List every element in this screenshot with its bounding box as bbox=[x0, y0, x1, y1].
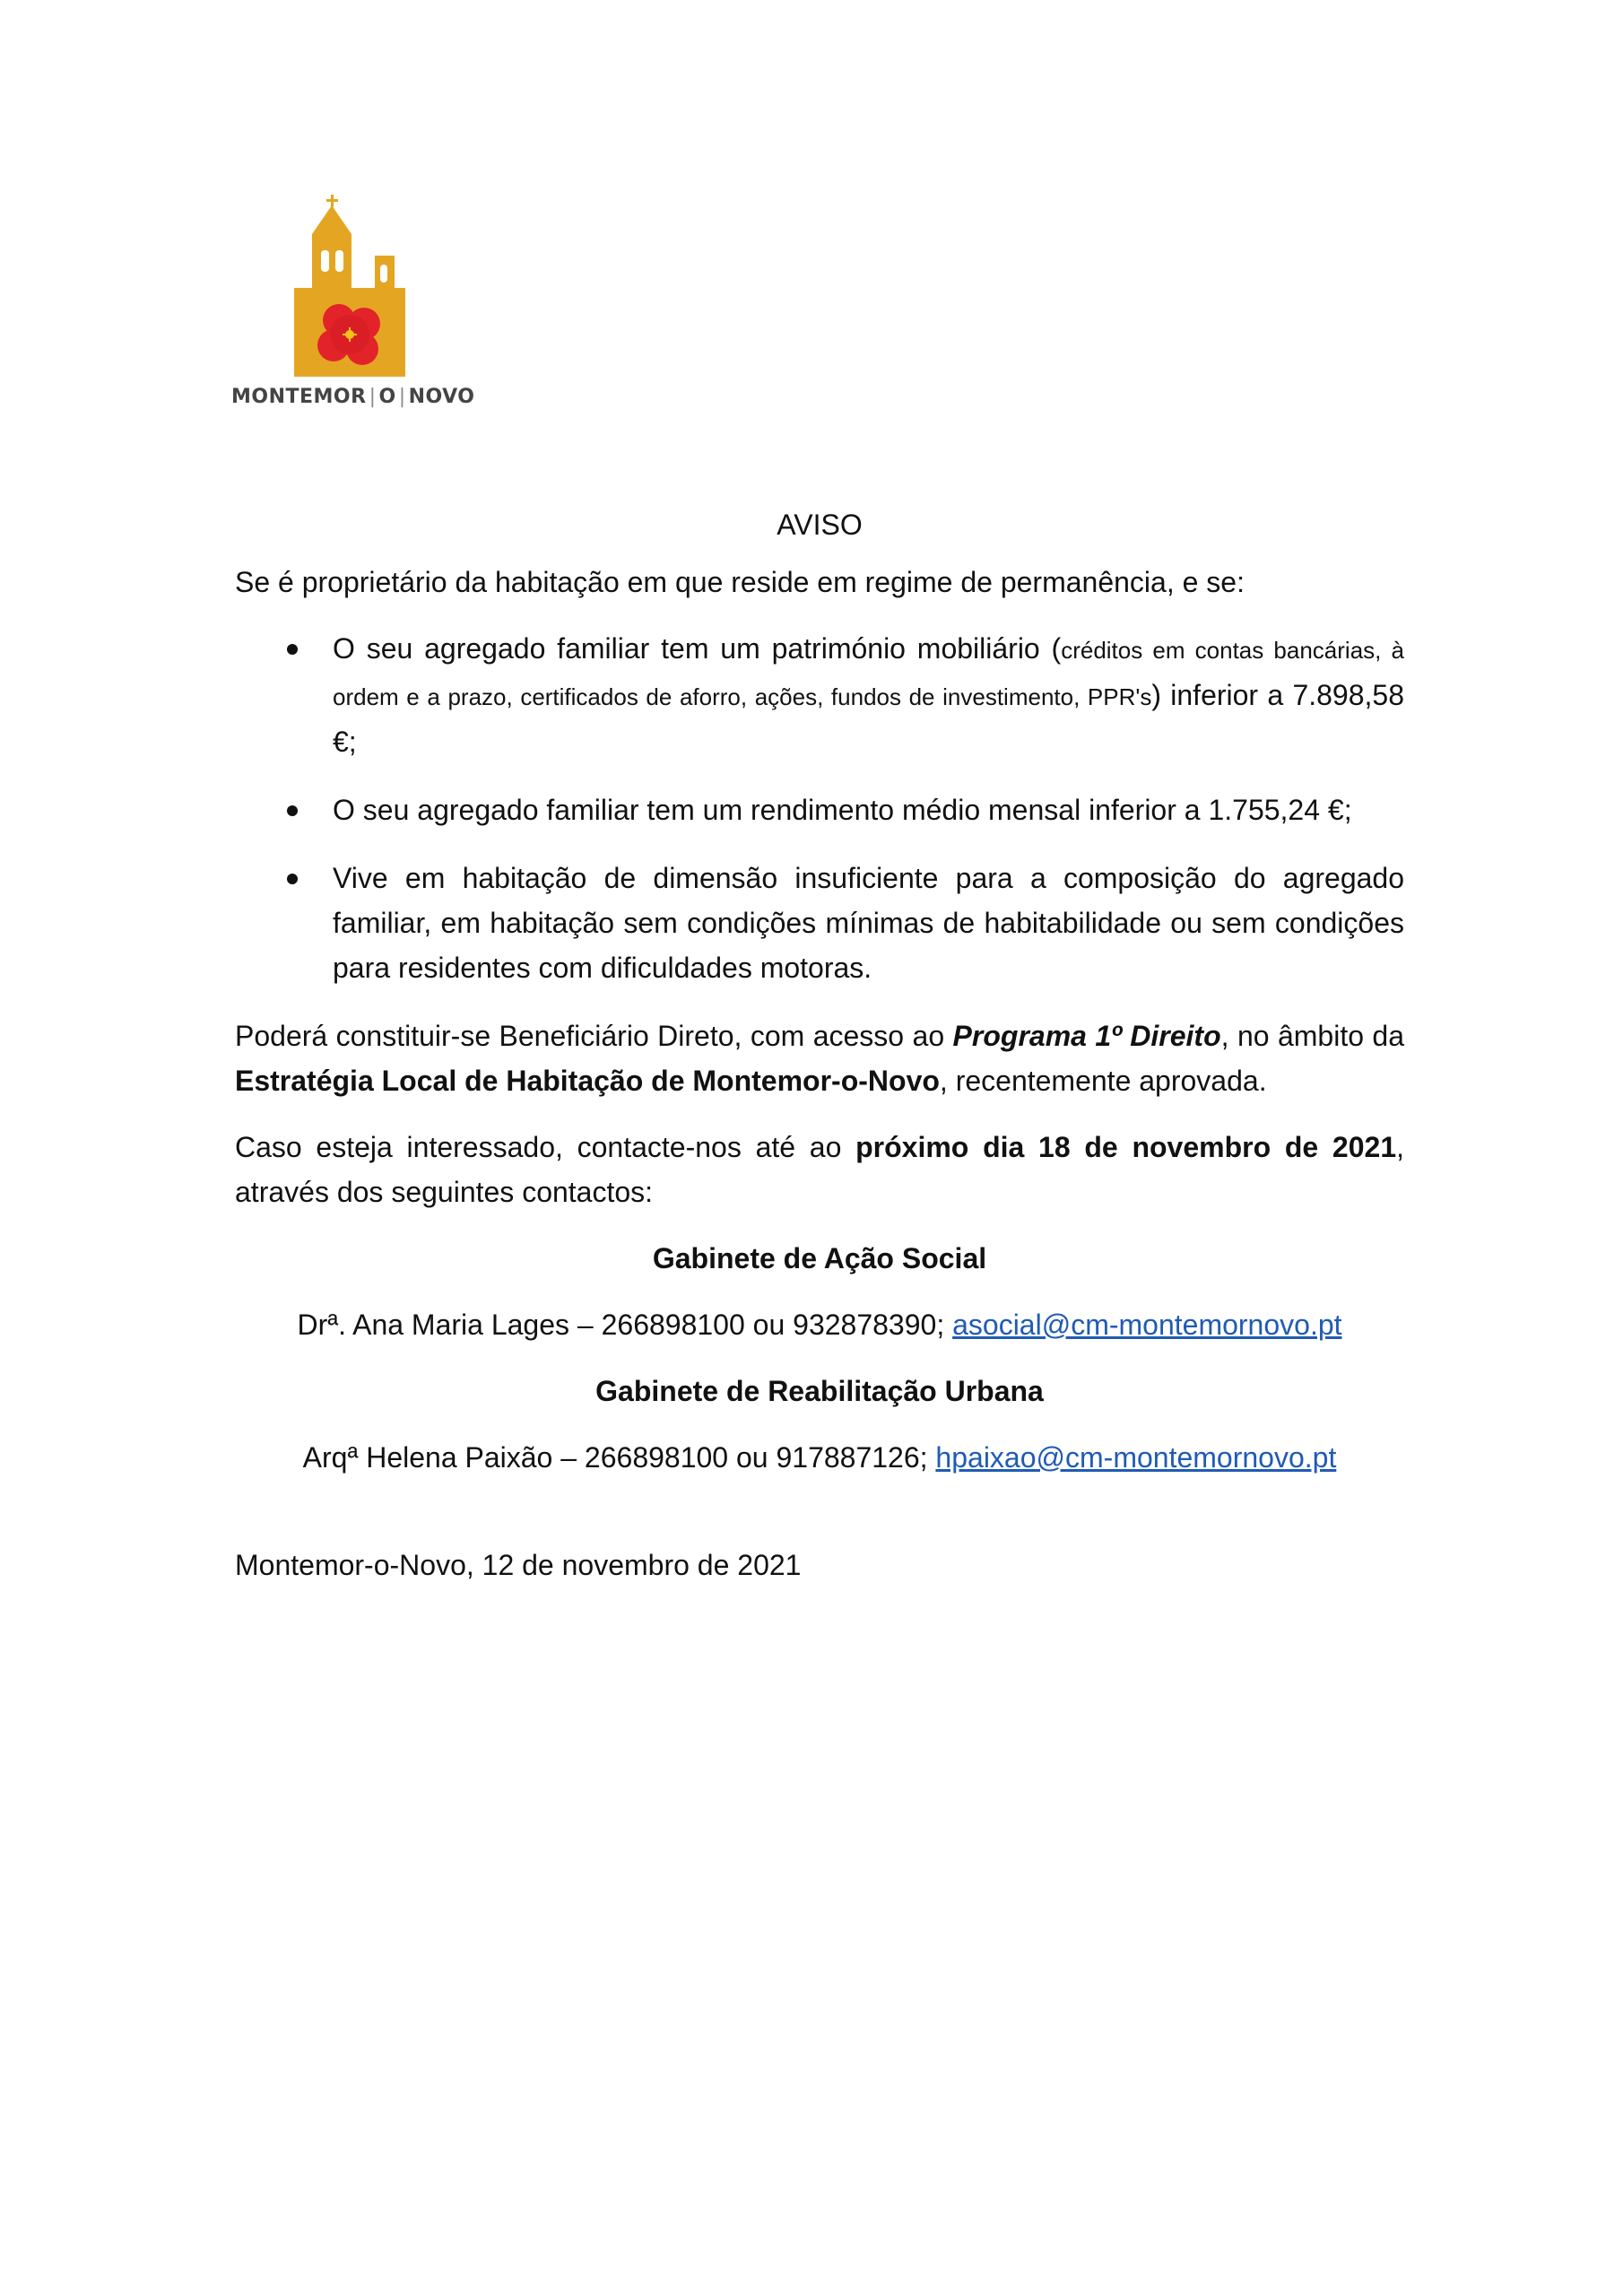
document-date: Montemor-o-Novo, 12 de novembro de 2021 bbox=[235, 1549, 802, 1581]
list-item-assets: O seu agregado familiar tem um património mobiliário (créditos em contas bancárias, à ordem e a prazo, certificados de aforro, ações, fundos de investimento, PPR's) inferior a 7.898,58 €; bbox=[235, 626, 1404, 764]
notice-body bbox=[235, 502, 1404, 1609]
beneficiary-paragraph: Poderá constituir-se Beneficiário Direto, com acesso ao Programa 1º Direito, no âmbito da Estratégia Local de Habitação de Montemor-o-Novo, recentemente aprovada. bbox=[235, 1020, 1405, 1097]
deadline-date: próximo dia 18 de novembro de 2021 bbox=[855, 1131, 1397, 1163]
logo-wordmark: MONTEMOR | O | NOVO bbox=[231, 386, 475, 408]
office-urban-title: Gabinete de Reabilitação Urbana bbox=[595, 1375, 1044, 1407]
contact-social: Drª. Ana Maria Lages – 266898100 ou 932878390; asocial@cm-montemornovo.pt bbox=[297, 1309, 1342, 1341]
email-link-hpaixao[interactable]: hpaixao@cm-montemornovo.pt bbox=[935, 1441, 1337, 1474]
contact-urban: Arqª Helena Paixão – 266898100 ou 917887126; hpaixao@cm-montemornovo.pt bbox=[302, 1441, 1337, 1474]
list-item-housing: Vive em habitação de dimensão insuficiente para a composição do agregado familiar, em habitação sem condições mínimas de habitabilidade ou sem condições para residentes com dificuldades motoras. bbox=[235, 856, 1404, 990]
logo-text-montemor: MONTEMOR bbox=[231, 386, 367, 408]
logo-text-o: O bbox=[378, 386, 396, 408]
eligibility-list bbox=[235, 626, 1404, 990]
logo-text-novo: NOVO bbox=[408, 386, 475, 408]
contact-paragraph: Caso esteja interessado, contacte-nos até ao próximo dia 18 de novembro de 2021, através dos seguintes contactos: bbox=[235, 1131, 1405, 1208]
assets-examples: créditos em contas bancárias, à ordem e a prazo, certificados de aforro, ações, fundos de investimento, PPR's bbox=[333, 637, 1404, 710]
email-link-asocial[interactable]: asocial@cm-montemornovo.pt bbox=[952, 1309, 1342, 1341]
intro-paragraph: Se é proprietário da habitação em que reside em regime de permanência, e se: bbox=[235, 566, 1245, 598]
church-flower-icon bbox=[294, 193, 411, 377]
notice-title: AVISO bbox=[777, 509, 863, 541]
list-item-income: O seu agregado familiar tem um rendimento médio mensal inferior a 1.755,24 €; bbox=[235, 787, 1404, 832]
program-name: Programa 1º Direito bbox=[952, 1020, 1221, 1052]
municipal-logo bbox=[231, 193, 473, 417]
strategy-name: Estratégia Local de Habitação de Montemor-o-Novo bbox=[235, 1065, 940, 1097]
office-social-title: Gabinete de Ação Social bbox=[652, 1242, 987, 1274]
